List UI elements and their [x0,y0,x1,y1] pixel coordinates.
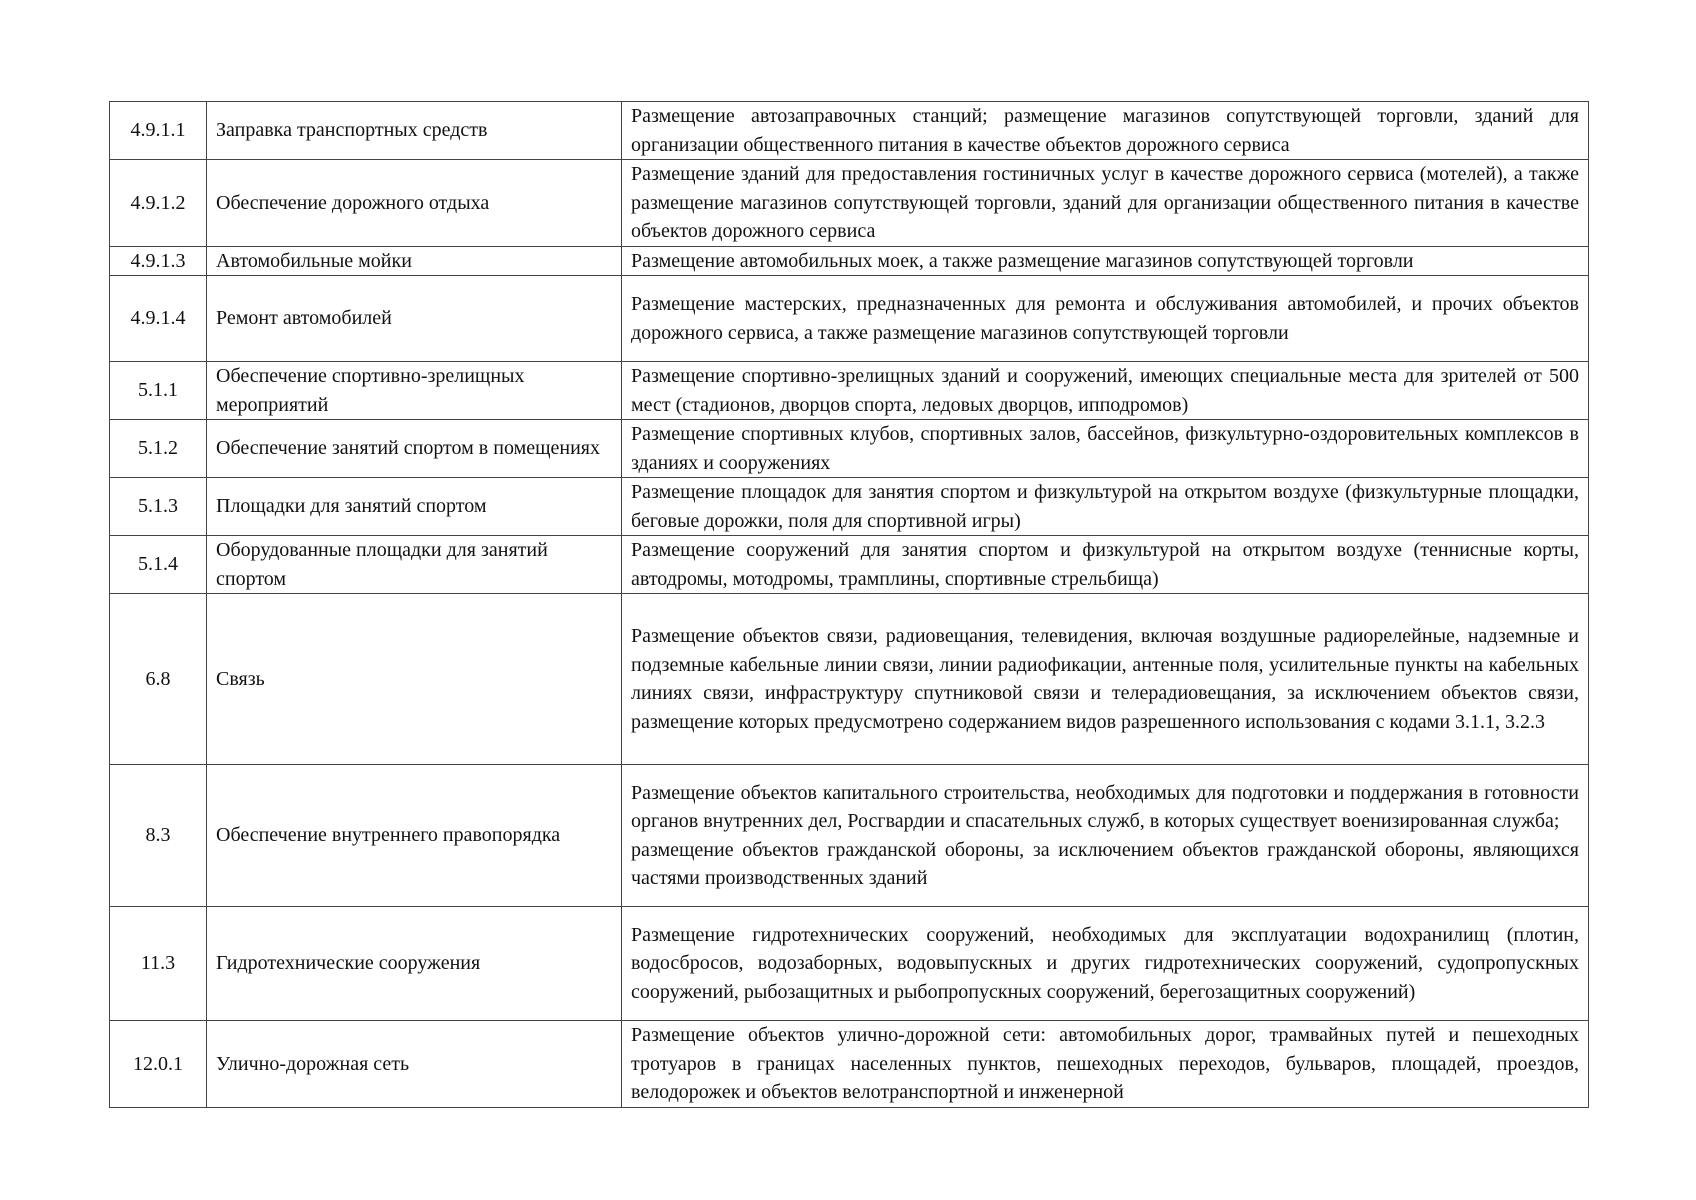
row-name: Гидротехнические сооружения [207,907,622,1021]
row-name: Улично-дорожная сеть [207,1021,622,1108]
row-name: Заправка транспортных средств [207,102,622,160]
row-code: 12.0.1 [110,1021,207,1108]
row-name: Автомобильные мойки [207,246,622,276]
row-name: Обеспечение внутреннего правопорядка [207,765,622,907]
description-paragraph: Размещение автозаправочных станций; размещение магазинов сопутствующей торговли, зданий для организации общественного питания в качестве объектов дорожного сервиса [631,105,1579,156]
row-code: 11.3 [110,907,207,1021]
table-row [110,907,1589,1021]
row-description [622,594,1589,765]
table-row [110,420,1589,478]
table-row [110,1021,1589,1108]
table-row [110,765,1589,907]
description-paragraph: Размещение зданий для предоставления гостиничных услуг в качестве дорожного сервиса (мотелей), а также размещение магазинов сопутствующей торговли, зданий для организации общественного питания в качестве объектов дорожного сервиса [631,163,1579,242]
row-description [622,362,1589,420]
row-code: 4.9.1.3 [110,246,207,276]
row-code: 5.1.2 [110,420,207,478]
description-paragraph: Размещение спортивных клубов, спортивных залов, бассейнов, физкультурно-оздоровительных комплексов в зданиях и сооружениях [631,423,1579,474]
description-paragraph: Размещение объектов улично-дорожной сети: автомобильных дорог, трамвайных путей и пешеходных тротуаров в границах населенных пунктов, пешеходных переходов, бульваров, площадей, проездов, велодорожек и объектов велотранспортной и инженерной [631,1024,1579,1103]
row-description [622,907,1589,1021]
row-code: 4.9.1.4 [110,276,207,362]
row-name: Ремонт автомобилей [207,276,622,362]
table-row [110,276,1589,362]
row-description [622,765,1589,907]
description-paragraph: Размещение гидротехнических сооружений, необходимых для эксплуатации водохранилищ (плотин, водосбросов, водозаборных, водовыпускных и других гидротехнических сооружений, судопропускных сооружений, рыбозащитных и рыбопропускных сооружений, берегозащитных сооружений) [631,923,1579,1003]
row-description [622,478,1589,536]
description-paragraph: Размещение мастерских, предназначенных для ремонта и обслуживания автомобилей, и прочих объектов дорожного сервиса, а также размещение магазинов сопутствующей торговли [631,293,1579,344]
table-row [110,594,1589,765]
description-paragraph: Размещение автомобильных моек, а также размещение магазинов сопутствующей торговли [631,249,1414,272]
description-paragraph: размещение объектов гражданской обороны, за исключением объектов гражданской обороны, являющихся частями производственных зданий [631,838,1579,889]
row-name: Обеспечение занятий спортом в помещениях [207,420,622,478]
row-description [622,102,1589,160]
row-code: 8.3 [110,765,207,907]
row-description [622,276,1589,362]
row-code: 6.8 [110,594,207,765]
row-name: Обеспечение дорожного отдыха [207,160,622,247]
row-code: 5.1.1 [110,362,207,420]
land-use-table [109,101,1589,1108]
description-paragraph: Размещение объектов связи, радиовещания, телевидения, включая воздушные радиорелейные, надземные и подземные кабельные линии связи, линии радиофикации, антенные поля, усилительные пункты на кабельных линиях связи, инфраструктуру спутниковой связи и телерадиовещания, за исключением объектов связи, размещение которых предусмотрено содержанием видов разрешенного использования с кодами 3.1.1, 3.2.3 [631,625,1579,733]
row-code: 5.1.3 [110,478,207,536]
table-row [110,536,1589,594]
description-paragraph: Размещение сооружений для занятия спортом и физкультурой на открытом воздухе (теннисные корты, автодромы, мотодромы, трамплины, спортивные стрельбища) [631,539,1579,590]
row-code: 4.9.1.1 [110,102,207,160]
table-row [110,362,1589,420]
row-description [622,246,1589,276]
row-name: Обеспечение спортивно-зрелищных мероприятий [207,362,622,420]
description-paragraph: Размещение объектов капитального строительства, необходимых для подготовки и поддержания в готовности органов внутренних дел, Росгвардии и спасательных служб, в которых существует военизированная служба; [631,781,1579,832]
table-row [110,246,1589,276]
row-description [622,420,1589,478]
table-row [110,478,1589,536]
row-name: Площадки для занятий спортом [207,478,622,536]
row-code: 4.9.1.2 [110,160,207,247]
row-description [622,160,1589,247]
row-name: Связь [207,594,622,765]
row-code: 5.1.4 [110,536,207,594]
description-paragraph: Размещение спортивно-зрелищных зданий и сооружений, имеющих специальные места для зрителей от 500 мест (стадионов, дворцов спорта, ледовых дворцов, ипподромов) [631,365,1579,416]
row-name: Оборудованные площадки для занятий спортом [207,536,622,594]
table-row [110,102,1589,160]
row-description [622,536,1589,594]
table-row [110,160,1589,247]
row-description [622,1021,1589,1108]
description-paragraph: Размещение площадок для занятия спортом и физкультурой на открытом воздухе (физкультурные площадки, беговые дорожки, поля для спортивной игры) [631,481,1579,532]
